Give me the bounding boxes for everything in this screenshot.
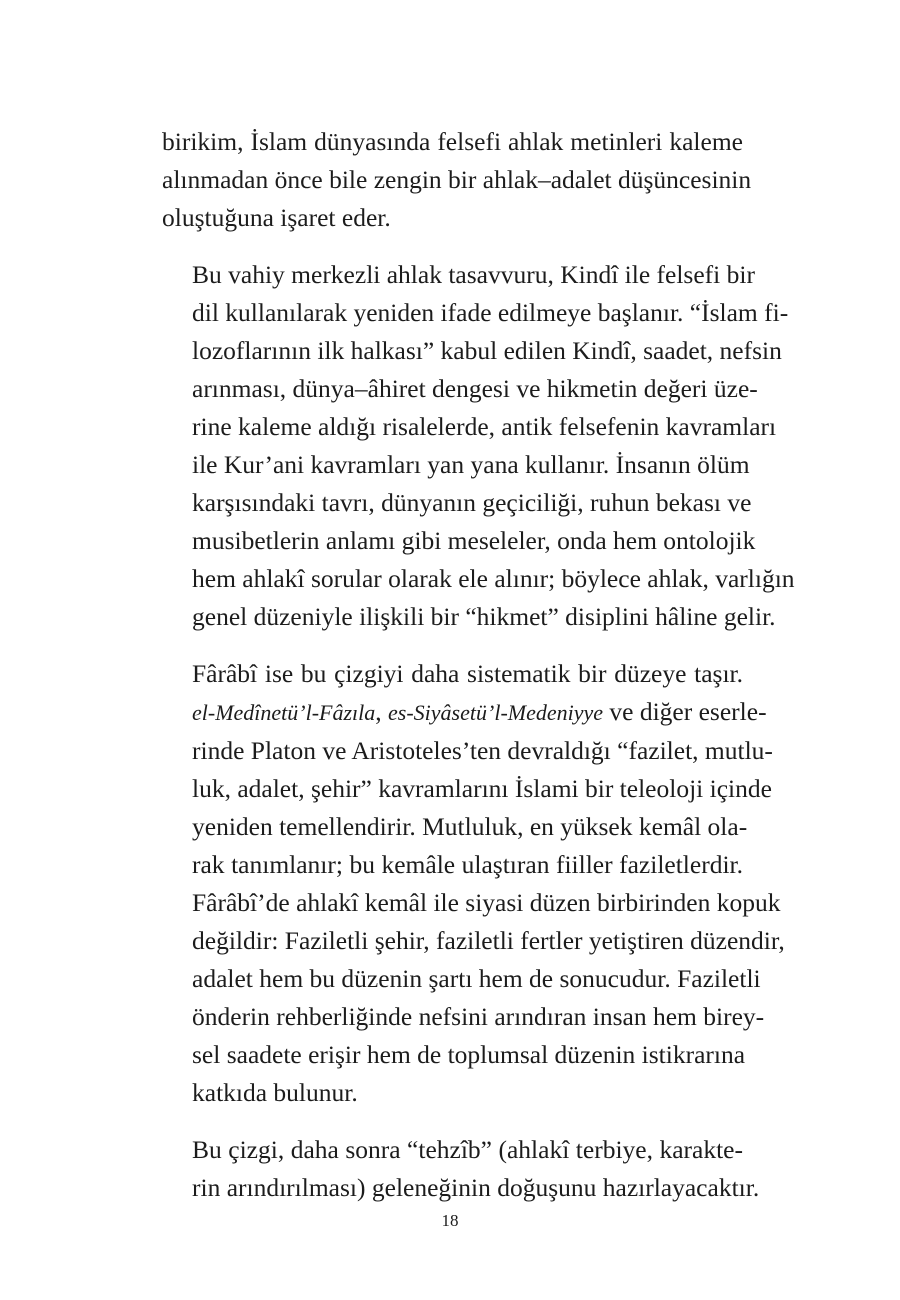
text-line: rin arındırılması) geleneğinin doğuşunu hazırlayacaktır. bbox=[192, 1173, 760, 1202]
title-separator: , bbox=[375, 697, 389, 726]
text-line: rine kaleme aldığı risalelerde, antik felsefenin kavramları bbox=[192, 412, 777, 441]
text-line: önderin rehberliğinde nefsini arındıran insan hem birey- bbox=[192, 1002, 765, 1031]
paragraph-2 bbox=[162, 256, 795, 636]
text-line: genel düzeniyle ilişkili bir “hikmet” disiplini hâline gelir. bbox=[192, 602, 776, 631]
text-line-rest: ve diğer eserle- bbox=[603, 697, 767, 726]
text-line: hem ahlakî sorular olarak ele alınır; böylece ahlak, varlığın bbox=[192, 564, 795, 593]
paragraph-3 bbox=[162, 655, 785, 1112]
text-line: rinde Platon ve Aristoteles’ten devraldığı “fazilet, mutlu- bbox=[192, 736, 773, 765]
paragraph-1 bbox=[162, 123, 752, 237]
text-line: Bu vahiy merkezli ahlak tasavvuru, Kindî ile felsefi bir bbox=[192, 260, 755, 289]
text-line-with-titles bbox=[162, 693, 767, 732]
page-number: 18 bbox=[441, 1211, 459, 1230]
text-line: birikim, İslam dünyasında felsefi ahlak metinleri kaleme bbox=[162, 127, 743, 156]
text-line: katkıda bulunur. bbox=[192, 1078, 358, 1107]
text-line: yeniden temellendirir. Mutluluk, en yüksek kemâl ola- bbox=[192, 812, 748, 841]
text-line: Bu çizgi, daha sonra “tehzîb” (ahlakî terbiye, karakte- bbox=[192, 1135, 743, 1164]
text-line: alınmadan önce bile zengin bir ahlak–adalet düşüncesinin bbox=[162, 165, 752, 194]
text-line: musibetlerin anlamı gibi meseleler, onda hem ontolojik bbox=[192, 526, 756, 555]
text-line: rak tanımlanır; bu kemâle ulaştıran fiiller faziletlerdir. bbox=[192, 850, 743, 879]
text-line: arınması, dünya–âhiret dengesi ve hikmetin değeri üze- bbox=[192, 374, 758, 403]
text-line: sel saadete erişir hem de toplumsal düzenin istikrarına bbox=[192, 1040, 746, 1069]
text-line: oluştuğuna işaret eder. bbox=[162, 203, 391, 232]
text-line: luk, adalet, şehir” kavramlarını İslami bir teleoloji içinde bbox=[192, 774, 772, 803]
text-line: değildir: Faziletli şehir, faziletli fertler yetiştiren düzendir, bbox=[192, 926, 785, 955]
text-line: lozoflarının ilk halkası” kabul edilen Kindî, saadet, nefsin bbox=[192, 336, 782, 365]
body-text bbox=[162, 123, 795, 1226]
text-line: karşısındaki tavrı, dünyanın geçiciliği, ruhun bekası ve bbox=[192, 488, 752, 517]
paragraph-4 bbox=[162, 1131, 760, 1207]
text-line: adalet hem bu düzenin şartı hem de sonucudur. Faziletli bbox=[192, 964, 761, 993]
text-line: dil kullanılarak yeniden ifade edilmeye başlanır. “İslam fi- bbox=[192, 298, 789, 327]
text-line: Fârâbî ise bu çizgiyi daha sistematik bir düzeye taşır. bbox=[192, 659, 743, 688]
book-title: el-Medînetü’l-Fâzıla bbox=[192, 700, 376, 725]
text-line: Fârâbî’de ahlakî kemâl ile siyasi düzen birbirinden kopuk bbox=[192, 888, 781, 917]
book-title: es-Siyâsetü’l-Medeniyye bbox=[388, 700, 604, 725]
text-line: ile Kur’ani kavramları yan yana kullanır. İnsanın ölüm bbox=[192, 450, 750, 479]
